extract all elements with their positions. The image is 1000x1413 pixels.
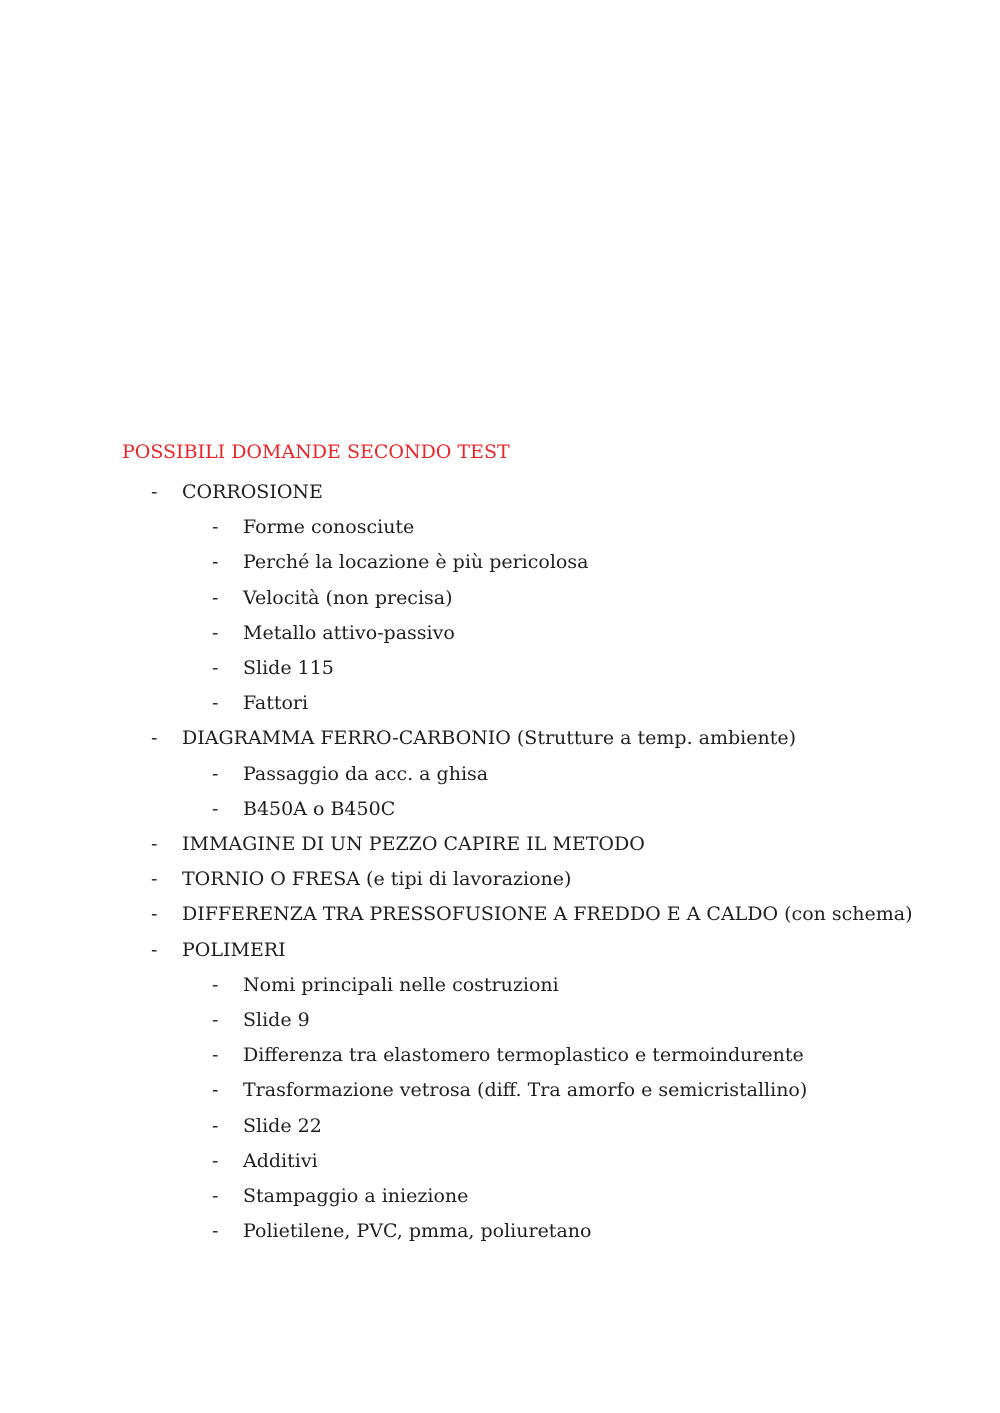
list-item bbox=[0, 510, 822, 545]
bullet-dash: - bbox=[212, 516, 219, 539]
list-item-text: Additivi bbox=[243, 1149, 318, 1172]
list-item-text: TORNIO O FRESA (e tipi di lavorazione) bbox=[182, 868, 572, 891]
list-item bbox=[0, 475, 822, 510]
list-item bbox=[0, 651, 822, 686]
list-item bbox=[0, 792, 822, 827]
list-item-text: CORROSIONE bbox=[182, 481, 323, 503]
bullet-dash: - bbox=[151, 727, 158, 750]
list-item bbox=[0, 686, 822, 721]
list-item-text: Stampaggio a iniezione bbox=[243, 1185, 469, 1208]
list-item-text: Passaggio da acc. a ghisa bbox=[243, 762, 489, 785]
bullet-dash: - bbox=[212, 692, 219, 715]
bullet-dash: - bbox=[212, 621, 219, 644]
list-item bbox=[0, 968, 822, 1003]
list-item-text: DIAGRAMMA FERRO-CARBONIO (Strutture a temp. ambiente) bbox=[182, 727, 797, 750]
list-item bbox=[0, 897, 913, 932]
list-item-text: Slide 115 bbox=[243, 657, 334, 680]
list-item-text: Slide 9 bbox=[243, 1009, 310, 1032]
list-item-text: DIFFERENZA TRA PRESSOFUSIONE A FREDDO E A CALDO (con schema) bbox=[182, 903, 913, 926]
list-item bbox=[0, 1214, 822, 1249]
bullet-dash: - bbox=[212, 551, 219, 574]
bullet-dash: - bbox=[212, 1009, 219, 1032]
bullet-dash: - bbox=[212, 1220, 219, 1243]
list-item bbox=[0, 1109, 822, 1144]
list-item bbox=[0, 545, 822, 580]
document-title: POSSIBILI DOMANDE SECONDO TEST bbox=[122, 441, 510, 463]
list-item bbox=[0, 933, 822, 968]
list-item bbox=[0, 1144, 822, 1179]
list-item-text: Polietilene, PVC, pmma, poliuretano bbox=[243, 1220, 592, 1243]
question-list bbox=[0, 475, 913, 1249]
bullet-dash: - bbox=[212, 1044, 219, 1067]
bullet-dash: - bbox=[151, 868, 158, 891]
bullet-dash: - bbox=[212, 797, 219, 820]
list-item bbox=[0, 1073, 822, 1108]
bullet-dash: - bbox=[212, 1185, 219, 1208]
list-item-text: Perché la locazione è più pericolosa bbox=[243, 551, 589, 574]
list-item-text: Fattori bbox=[243, 692, 309, 715]
list-item-text: Metallo attivo-passivo bbox=[243, 621, 455, 644]
bullet-dash: - bbox=[212, 1114, 219, 1137]
list-item bbox=[0, 616, 822, 651]
bullet-dash: - bbox=[212, 1149, 219, 1172]
list-item bbox=[0, 757, 822, 792]
list-item-text: IMMAGINE DI UN PEZZO CAPIRE IL METODO bbox=[182, 833, 645, 856]
list-item bbox=[0, 1038, 822, 1073]
list-item bbox=[0, 1179, 822, 1214]
list-item bbox=[0, 827, 822, 862]
list-item bbox=[0, 1003, 822, 1038]
list-item-text: Velocità (non precisa) bbox=[243, 586, 453, 609]
list-item bbox=[0, 862, 822, 897]
bullet-dash: - bbox=[151, 938, 158, 961]
bullet-dash: - bbox=[212, 973, 219, 996]
bullet-dash: - bbox=[212, 762, 219, 785]
list-item-text: Trasformazione vetrosa (diff. Tra amorfo e semicristallino) bbox=[243, 1079, 808, 1102]
list-item-text: Nomi principali nelle costruzioni bbox=[243, 973, 559, 996]
bullet-dash: - bbox=[151, 833, 158, 856]
list-item-text: B450A o B450C bbox=[243, 797, 396, 820]
bullet-dash: - bbox=[151, 903, 158, 926]
bullet-dash: - bbox=[212, 657, 219, 680]
list-item-text: Differenza tra elastomero termoplastico e termoindurente bbox=[243, 1044, 804, 1067]
list-item-text: Forme conosciute bbox=[243, 516, 415, 539]
list-item bbox=[0, 581, 822, 616]
list-item-text: POLIMERI bbox=[182, 938, 286, 961]
bullet-dash: - bbox=[151, 481, 158, 503]
bullet-dash: - bbox=[212, 1079, 219, 1102]
bullet-dash: - bbox=[212, 586, 219, 609]
list-item-text: Slide 22 bbox=[243, 1114, 322, 1137]
list-item bbox=[0, 721, 822, 756]
